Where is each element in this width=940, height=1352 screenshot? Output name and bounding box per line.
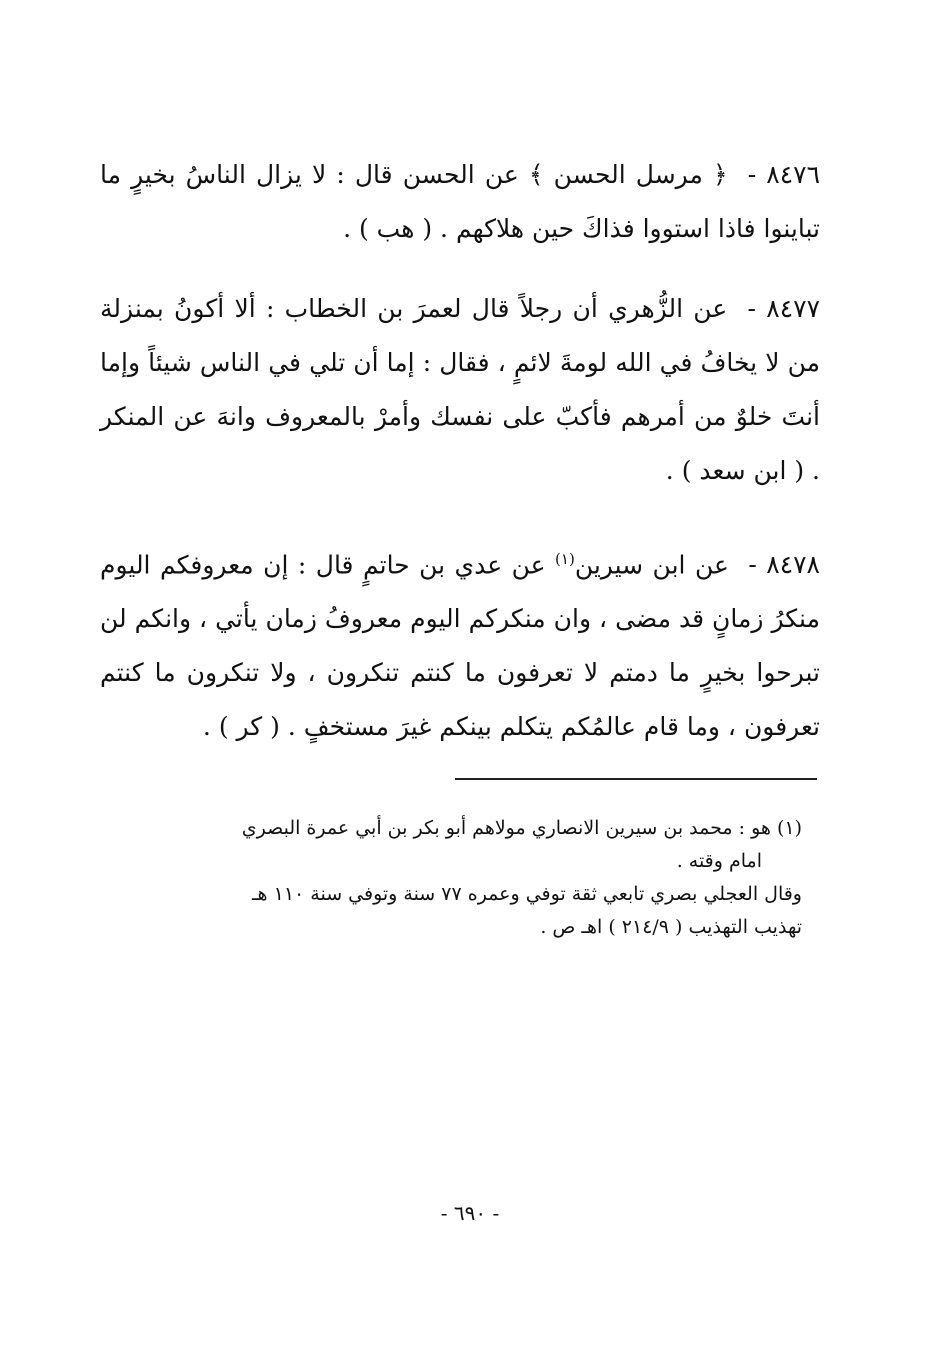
page-number: - ٦٩٠ - (440, 1201, 500, 1225)
hadith-entry-8476 (100, 148, 820, 256)
entry-text: عن الزُّهري أن رجلاً قال لعمرَ بن الخطاب : ألا أكونُ بمنزلة من لا يخافُ في الله لومةَ لائمٍ ، فقال : إما أن تلي في الناس شيئاً وإما أنتَ خلوٌ من أمرهم فأكبّ على نفسك وأمرْ بالمعروف وانهَ عن المنكر . ( ابن سعد ) . (100, 294, 820, 485)
footnote-line-1: (١) هو : محمد بن سيرين الانصاري مولاهم أبو بكر بن أبي عمرة البصري (241, 817, 802, 839)
entry-text: ﴿ مرسل الحسن ﴾ عن الحسن قال : لا يزال الناسُ بخيرٍ ما تباينوا فاذا استووا فذاكَ حين هلاكهم . ( هب ) . (100, 160, 820, 243)
footnotes (102, 812, 802, 944)
footnote-line-3: وقال العجلي بصري تابعي ثقة توفي وعمره ٧٧ سنة وتوفي سنة ١١٠ هـ (251, 883, 802, 905)
footnote-ref-marker[interactable]: (١) (555, 550, 575, 568)
hadith-entry-8477 (100, 282, 820, 498)
entry-text-before-ref: عن ابن سيرين (574, 550, 729, 580)
footnote-line-4: تهذيب التهذيب ( ٢١٤/٩ ) اهـ ص . (540, 916, 802, 938)
entry-number: ٨٤٧٨ - (748, 550, 820, 580)
footnote-divider (455, 778, 817, 780)
entry-text-after-ref: عن عدي بن حاتمٍ قال : إن معروفكم اليوم منكرُ زمانٍ قد مضى ، وان منكركم اليوم معروفُ زمان يأتي ، وانكم لن تبرحوا بخيرٍ ما دمتم لا تعرفون ما كنتم تنكرون ، ولا تنكرون ما كنتم تعرفون ، وما قام عالمُكم يتكلم بينكم غيرَ مستخفٍ . ( كر ) . (100, 550, 820, 742)
hadith-entry-8478 (100, 532, 820, 754)
entry-number: ٨٤٧٦ - (747, 160, 820, 189)
footnote-line-2: امام وقته . (676, 850, 762, 872)
entry-number: ٨٤٧٧ - (747, 294, 820, 323)
